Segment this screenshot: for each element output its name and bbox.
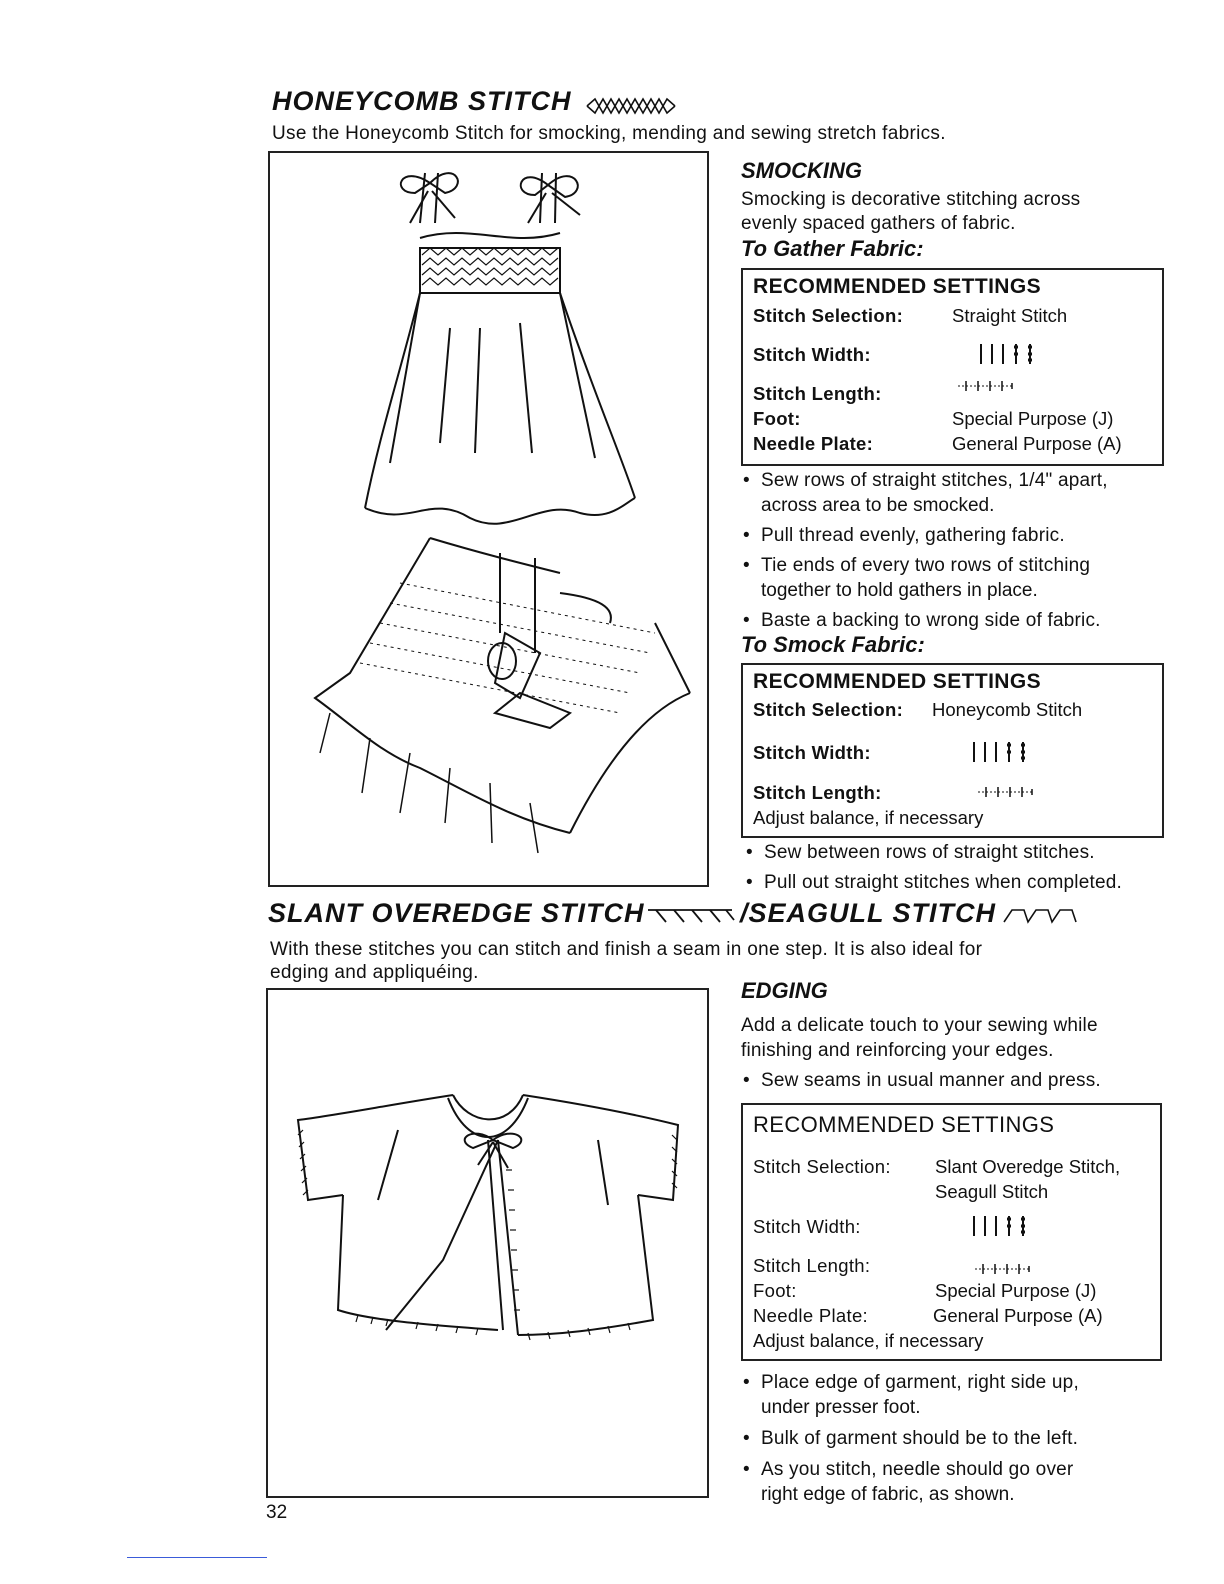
foot-value: Special Purpose (J) — [952, 408, 1114, 429]
smock-steps-list — [744, 840, 1174, 895]
stitch-length-dial-icon — [956, 379, 1016, 393]
list-item: • Sew between rows of straight stitches. — [744, 840, 1174, 865]
honeycomb-intro: Use the Honeycomb Stitch for smocking, mending and sewing stretch fabrics. — [272, 123, 946, 144]
list-item-continued: under presser foot. — [761, 1397, 921, 1418]
stitch-width-dial-icon — [971, 1214, 1041, 1240]
adjust-balance-note: Adjust balance, if necessary — [753, 807, 984, 828]
stitch-length-label: Stitch Length: — [753, 1255, 871, 1276]
settings-header: RECOMMENDED SETTINGS — [753, 670, 1042, 693]
stitch-length-dial-icon — [973, 1262, 1033, 1276]
edging-step-list — [741, 1068, 1171, 1093]
stitch-width-label: Stitch Width: — [753, 1216, 861, 1237]
page-number: 32 — [266, 1502, 288, 1523]
honeycomb-title: HONEYCOMB STITCH — [272, 86, 572, 116]
edging-heading: EDGING — [741, 978, 828, 1003]
edging-desc-1: Add a delicate touch to your sewing while — [741, 1015, 1098, 1036]
smocking-illustration-frame — [268, 151, 709, 887]
list-item: • Pull thread evenly, gathering fabric. — [741, 523, 1171, 548]
smock-settings-box — [741, 663, 1164, 838]
stitch-width-label: Stitch Width: — [753, 742, 871, 763]
adjust-balance-note: Adjust balance, if necessary — [753, 1330, 984, 1351]
stitch-selection-value: Straight Stitch — [952, 305, 1068, 326]
list-item: • Baste a backing to wrong side of fabric. — [741, 608, 1171, 633]
edging-steps-list — [741, 1370, 1171, 1507]
slant-overedge-stitch-icon — [646, 902, 736, 924]
stitch-width-label: Stitch Width: — [753, 344, 871, 365]
slant-overedge-title: SLANT OVEREDGE STITCH — [268, 898, 645, 928]
list-item-continued: together to hold gathers in place. — [761, 580, 1038, 601]
needle-plate-value: General Purpose (A) — [952, 433, 1122, 454]
smocked-dress-illustration — [270, 153, 707, 885]
gather-settings-box — [741, 268, 1164, 466]
gather-fabric-heading: To Gather Fabric: — [741, 236, 924, 261]
needle-plate-label: Needle Plate: — [753, 1305, 868, 1326]
presser-foot-illustration — [315, 538, 690, 833]
list-item: • Sew rows of straight stitches, 1/4" apart, — [741, 468, 1171, 493]
slant-intro-2: edging and appliquéing. — [270, 962, 479, 983]
list-item: • Place edge of garment, right side up, — [741, 1370, 1171, 1395]
needle-plate-label: Needle Plate: — [753, 433, 874, 454]
gather-steps-list — [741, 468, 1171, 633]
smocking-heading: SMOCKING — [741, 158, 862, 183]
stitch-length-label: Stitch Length: — [753, 782, 882, 803]
list-item: • Tie ends of every two rows of stitching — [741, 553, 1171, 578]
stitch-selection-label: Stitch Selection: — [753, 699, 904, 720]
edging-illustration-frame — [266, 988, 709, 1498]
stitch-selection-value-1: Slant Overedge Stitch, — [935, 1156, 1121, 1177]
edging-desc-2: finishing and reinforcing your edges. — [741, 1040, 1054, 1061]
settings-header: RECOMMENDED SETTINGS — [753, 1112, 1055, 1137]
stitch-selection-value-2: Seagull Stitch — [935, 1181, 1049, 1202]
stitch-selection-label: Stitch Selection: — [753, 1156, 891, 1177]
stitch-length-dial-icon — [976, 785, 1036, 799]
stitch-selection-label: Stitch Selection: — [753, 305, 904, 326]
honeycomb-stitch-icon — [585, 96, 680, 116]
foot-label: Foot: — [753, 1280, 797, 1301]
list-item-continued: across area to be smocked. — [761, 495, 995, 516]
needle-plate-value: General Purpose (A) — [933, 1305, 1103, 1326]
list-item: • As you stitch, needle should go over — [741, 1457, 1171, 1482]
seagull-title: /SEAGULL STITCH — [740, 898, 997, 928]
list-item: • Bulk of garment should be to the left. — [741, 1426, 1171, 1451]
jacket-illustration — [268, 990, 707, 1496]
list-item: • Pull out straight stitches when completed. — [744, 870, 1174, 895]
footer-rule — [127, 1557, 267, 1558]
smock-fabric-heading: To Smock Fabric: — [741, 632, 925, 657]
smocking-desc-2: evenly spaced gathers of fabric. — [741, 213, 1016, 234]
stitch-width-dial-icon — [971, 740, 1041, 766]
list-item-continued: right edge of fabric, as shown. — [761, 1484, 1015, 1505]
foot-label: Foot: — [753, 408, 801, 429]
list-item: • Sew seams in usual manner and press. — [741, 1068, 1171, 1093]
stitch-length-label: Stitch Length: — [753, 383, 882, 404]
stitch-selection-value: Honeycomb Stitch — [932, 699, 1083, 720]
settings-header: RECOMMENDED SETTINGS — [753, 275, 1042, 298]
smocking-desc-1: Smocking is decorative stitching across — [741, 189, 1081, 210]
seagull-stitch-icon — [1002, 904, 1082, 926]
stitch-width-dial-icon — [978, 342, 1048, 368]
slant-intro-1: With these stitches you can stitch and finish a seam in one step. It is also ideal for — [270, 939, 983, 960]
edging-settings-box — [741, 1103, 1162, 1361]
foot-value: Special Purpose (J) — [935, 1280, 1097, 1301]
